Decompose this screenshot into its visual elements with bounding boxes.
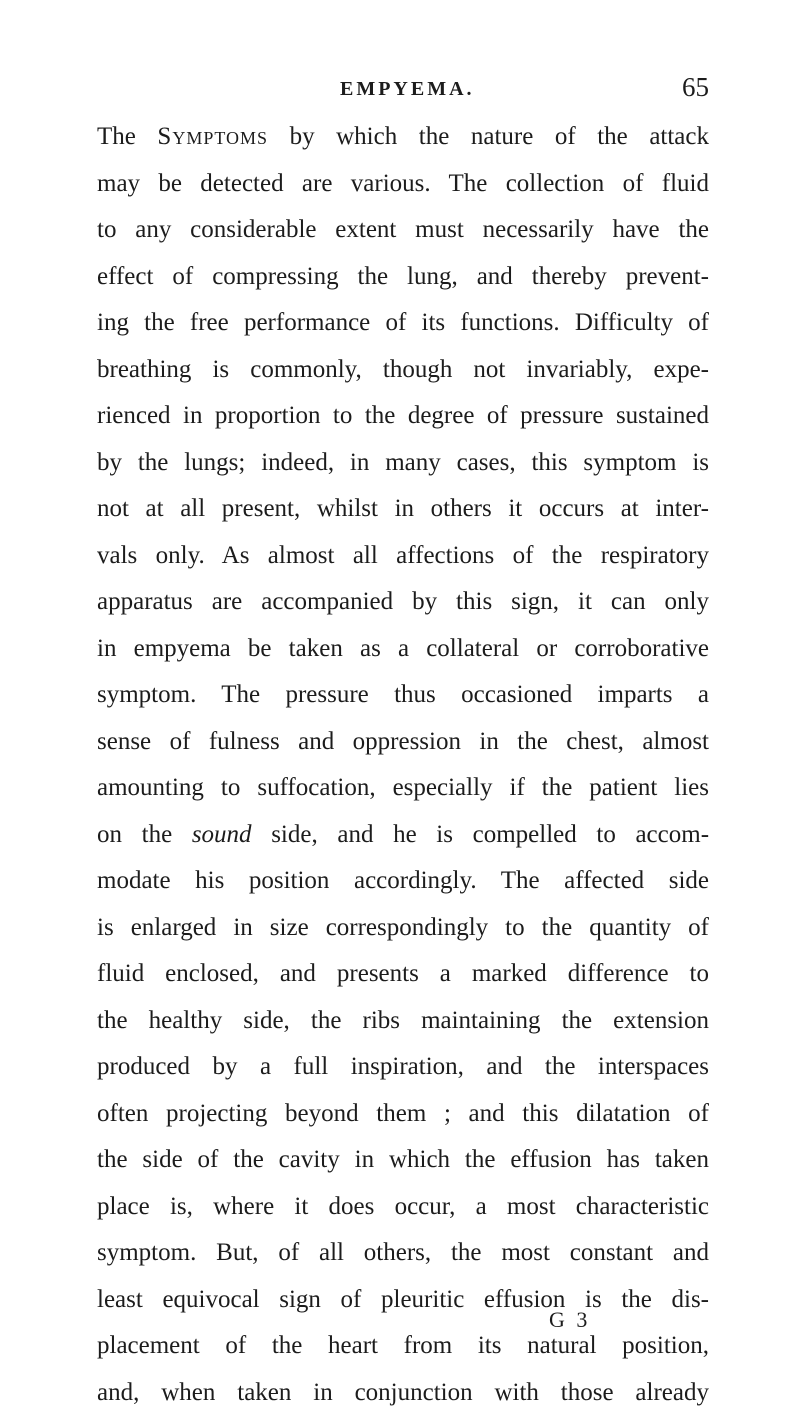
text-line: the side of the cavity in which the effusion has taken [97,1137,709,1184]
text-line: effect of compressing the lung, and thereby prevent- [97,254,709,301]
text-line: amounting to suffocation, especially if the patient lies [97,765,709,812]
text-line: ing the free performance of its functions. Difficulty of [97,300,709,347]
text-line: vals only. As almost all affections of the respiratory [97,533,709,580]
text-line: least equivocal sign of pleuritic effusion is the dis- [97,1277,709,1324]
running-head [0,78,800,112]
text-line [97,114,709,161]
text-line: modate his position accordingly. The affected side [97,858,709,905]
text-line: the healthy side, the ribs maintaining the extension [97,998,709,1045]
small-caps-term: Symptoms [157,123,268,150]
text-line: placement of the heart from its natural position, [97,1323,709,1370]
text-run: on the [97,821,172,848]
text-line: often projecting beyond them ; and this dilatation of [97,1091,709,1138]
text-line: may be detected are various. The collection of fluid [97,161,709,208]
text-line: by the lungs; indeed, in many cases, this symptom is [97,440,709,487]
signature-mark: G 3 [549,1307,590,1333]
text-line: symptom. The pressure thus occasioned imparts a [97,672,709,719]
italic-term: sound [192,821,252,848]
running-title: EMPYEMA. [340,78,475,101]
body-paragraph [97,114,709,1416]
text-line: breathing is commonly, though not invariably, expe- [97,347,709,394]
text-line: symptom. But, of all others, the most constant and [97,1230,709,1277]
text-line [97,812,709,859]
text-line: not at all present, whilst in others it occurs at inter- [97,486,709,533]
text-line: is enlarged in size correspondingly to the quantity of [97,905,709,952]
text-line: in empyema be taken as a collateral or corroborative [97,626,709,673]
text-line: place is, where it does occur, a most characteristic [97,1184,709,1231]
text-line: to any considerable extent must necessarily have the [97,207,709,254]
text-line: sense of fulness and oppression in the chest, almost [97,719,709,766]
page-number: 65 [682,72,709,103]
text-line: fluid enclosed, and presents a marked difference to [97,951,709,998]
text-run: The [97,123,136,150]
text-line: produced by a full inspiration, and the interspaces [97,1044,709,1091]
text-line: and, when taken in conjunction with those already [97,1370,709,1416]
text-line: apparatus are accompanied by this sign, it can only [97,579,709,626]
text-line: rienced in proportion to the degree of pressure sustained [97,393,709,440]
text-run: side, and he is compelled to accom- [271,821,709,848]
text-run: by which the nature of the attack [290,123,709,150]
